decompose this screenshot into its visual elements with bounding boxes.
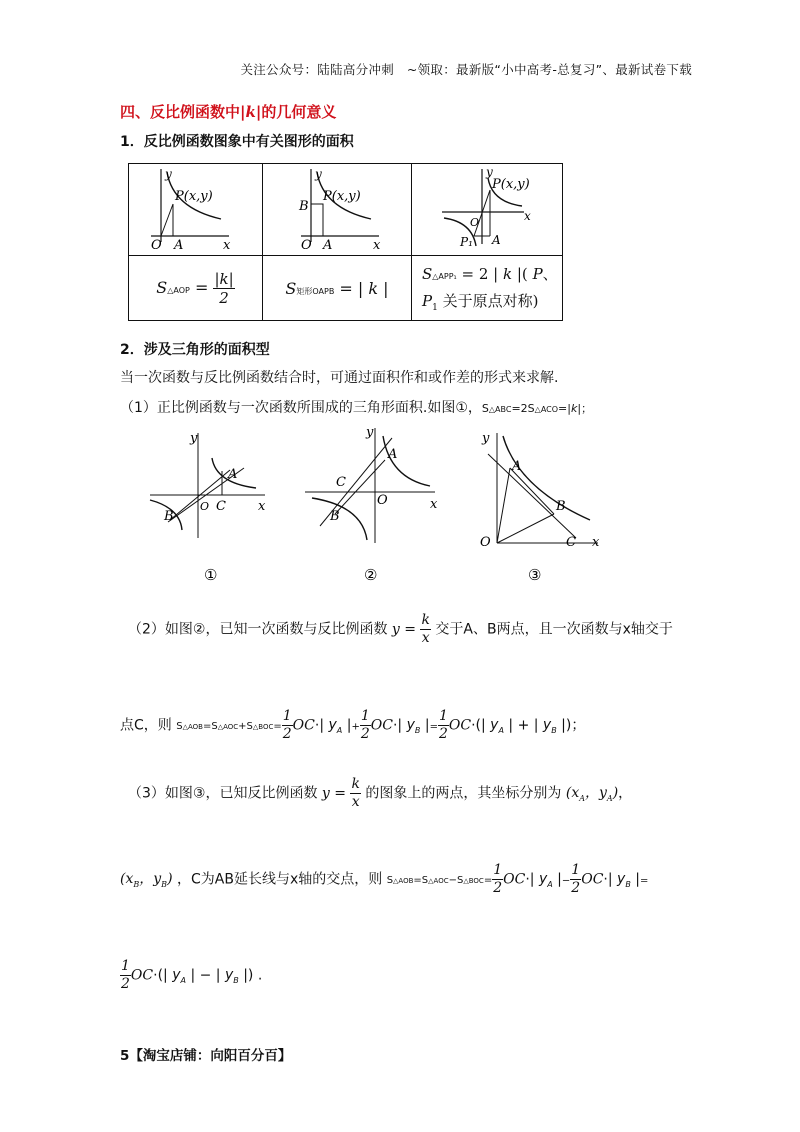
graph-triangle-app1 (412, 164, 562, 251)
svg-text:O: O (377, 493, 388, 508)
svg-text:A: A (228, 467, 238, 482)
item2-line1: （2）如图②，已知一次函数与反比例函数 y = $\frac{k}{x}$ 交于A、B两点，且一次函数与x轴交于 (128, 612, 673, 646)
svg-text:x: x (592, 535, 600, 550)
item1-label: （1）正比例函数与一次函数所围成的三角形面积.如图①， (120, 400, 482, 416)
page-footer: 5【淘宝店铺：向阳百分百】 (120, 1048, 292, 1064)
item3-text-b: 的图象上的两点，其坐标分别为 (365, 785, 562, 802)
figure-3 (480, 431, 600, 550)
svg-text:x: x (524, 209, 531, 223)
area-cell-1: S△AOP = $\frac{|k|}{2}$ (129, 256, 263, 321)
svg-text:x: x (430, 497, 438, 512)
figure-label-3: ③ (528, 566, 542, 584)
graph-triangle-aop (129, 164, 262, 251)
item2-text-b: 交于A、B两点，且一次函数与x轴交于 (435, 621, 673, 638)
svg-text:O: O (301, 238, 312, 251)
svg-text:C: C (216, 499, 226, 514)
item1-text: （1）正比例函数与一次函数所围成的三角形面积.如图①，S△ABC=2S△ACO=|k|； (120, 400, 593, 416)
area-table (128, 163, 563, 321)
svg-text:P(x,y): P(x,y) (323, 189, 361, 204)
item3-line1: （3）如图③，已知反比例函数 y = $\frac{k}{x}$ 的图象上的两点，其坐标分别为 ($x_A$，$y_A$)， (128, 776, 633, 810)
svg-text:A: A (492, 233, 501, 247)
graph-cell-3 (412, 164, 563, 256)
area-cell-2: S矩形OAPB = | k | (263, 256, 412, 321)
item2-text-c: 点C，则 (120, 717, 172, 734)
svg-text:O: O (151, 238, 162, 251)
item2-formula: S△AOB=S△AOC+S△BOC= (176, 721, 282, 733)
svg-text:x: x (223, 238, 231, 251)
section-title: 四、反比例函数中|k|的几何意义 (120, 103, 337, 121)
svg-text:C: C (566, 535, 576, 550)
subsection-heading-1: 1．反比例函数图象中有关图形的面积 (120, 134, 354, 150)
svg-text:P₁: P₁ (460, 235, 473, 249)
svg-text:y: y (366, 428, 374, 440)
svg-text:A: A (174, 238, 184, 251)
svg-text:x: x (258, 499, 266, 514)
svg-text:B: B (556, 499, 566, 514)
item2-line2: 点C，则 S△AOB=S△AOC+S△BOC= $\frac{1}{2}$ OC·| $y_A$ |+ $\frac{1}{2}$ OC·| $y_B$ |= $\frac{1}{2}$ OC·(| $y_A$ | + | $y_B$ |)； (120, 708, 586, 742)
figure-label-2: ② (364, 566, 378, 584)
intro-text: 当一次函数与反比例函数结合时，可通过面积作和或作差的形式来求解. (120, 370, 559, 386)
item3-text-a: （3）如图③，已知反比例函数 (128, 785, 318, 802)
svg-text:B: B (299, 199, 309, 214)
svg-text:A: A (323, 238, 333, 251)
svg-text:B: B (164, 509, 174, 524)
svg-text:B: B (330, 509, 340, 524)
figure-1 (150, 431, 266, 538)
svg-text:A: A (512, 459, 522, 474)
svg-text:O: O (480, 535, 491, 550)
item2-text-a: （2）如图②，已知一次函数与反比例函数 (128, 621, 388, 638)
graph-rectangle-oapb (263, 164, 411, 251)
svg-text:O: O (200, 500, 210, 513)
svg-text:O: O (470, 216, 480, 229)
page-header: 关注公众号：陆陆高分冲刺 ~领取：最新版“小中高考-总复习”、最新试卷下载 (240, 62, 692, 77)
svg-text:y: y (190, 431, 198, 446)
figure-label-1: ① (204, 566, 218, 584)
svg-text:C: C (336, 475, 346, 490)
svg-text:x: x (373, 238, 381, 251)
item3-text-c: ，C为AB延长线与x轴的交点，则 (176, 871, 383, 888)
area-cell-3: S△APP₁ = 2 | k |( P、 $P_1$ 关于原点对称) (412, 256, 563, 321)
svg-text:y: y (315, 167, 322, 181)
item3-formula: S△AOB=S△AOC−S△BOC= (386, 875, 493, 887)
figure-2 (305, 428, 438, 543)
graph-cell-2 (263, 164, 412, 256)
item3-line2: ($x_B$，$y_B$) ，C为AB延长线与x轴的交点，则 S△AOB=S△AOC−S△BOC= $\frac{1}{2}$ OC·| $y_A$ |− $\frac{1}{2}$ OC·| $y_B$ |= (120, 862, 649, 896)
figures-group (140, 428, 610, 588)
svg-text:A: A (388, 447, 398, 462)
svg-text:P(x,y): P(x,y) (492, 177, 530, 192)
svg-text:y: y (486, 165, 493, 179)
svg-text:y: y (165, 167, 172, 181)
graph-cell-1 (129, 164, 263, 256)
svg-text:P(x,y): P(x,y) (175, 189, 213, 204)
subsection-heading-2: 2．涉及三角形的面积型 (120, 342, 270, 358)
svg-text:y: y (482, 431, 490, 446)
item3-line3: $\frac{1}{2}$ OC·(| $y_A$ | − | $y_B$ |) . (121, 958, 263, 992)
